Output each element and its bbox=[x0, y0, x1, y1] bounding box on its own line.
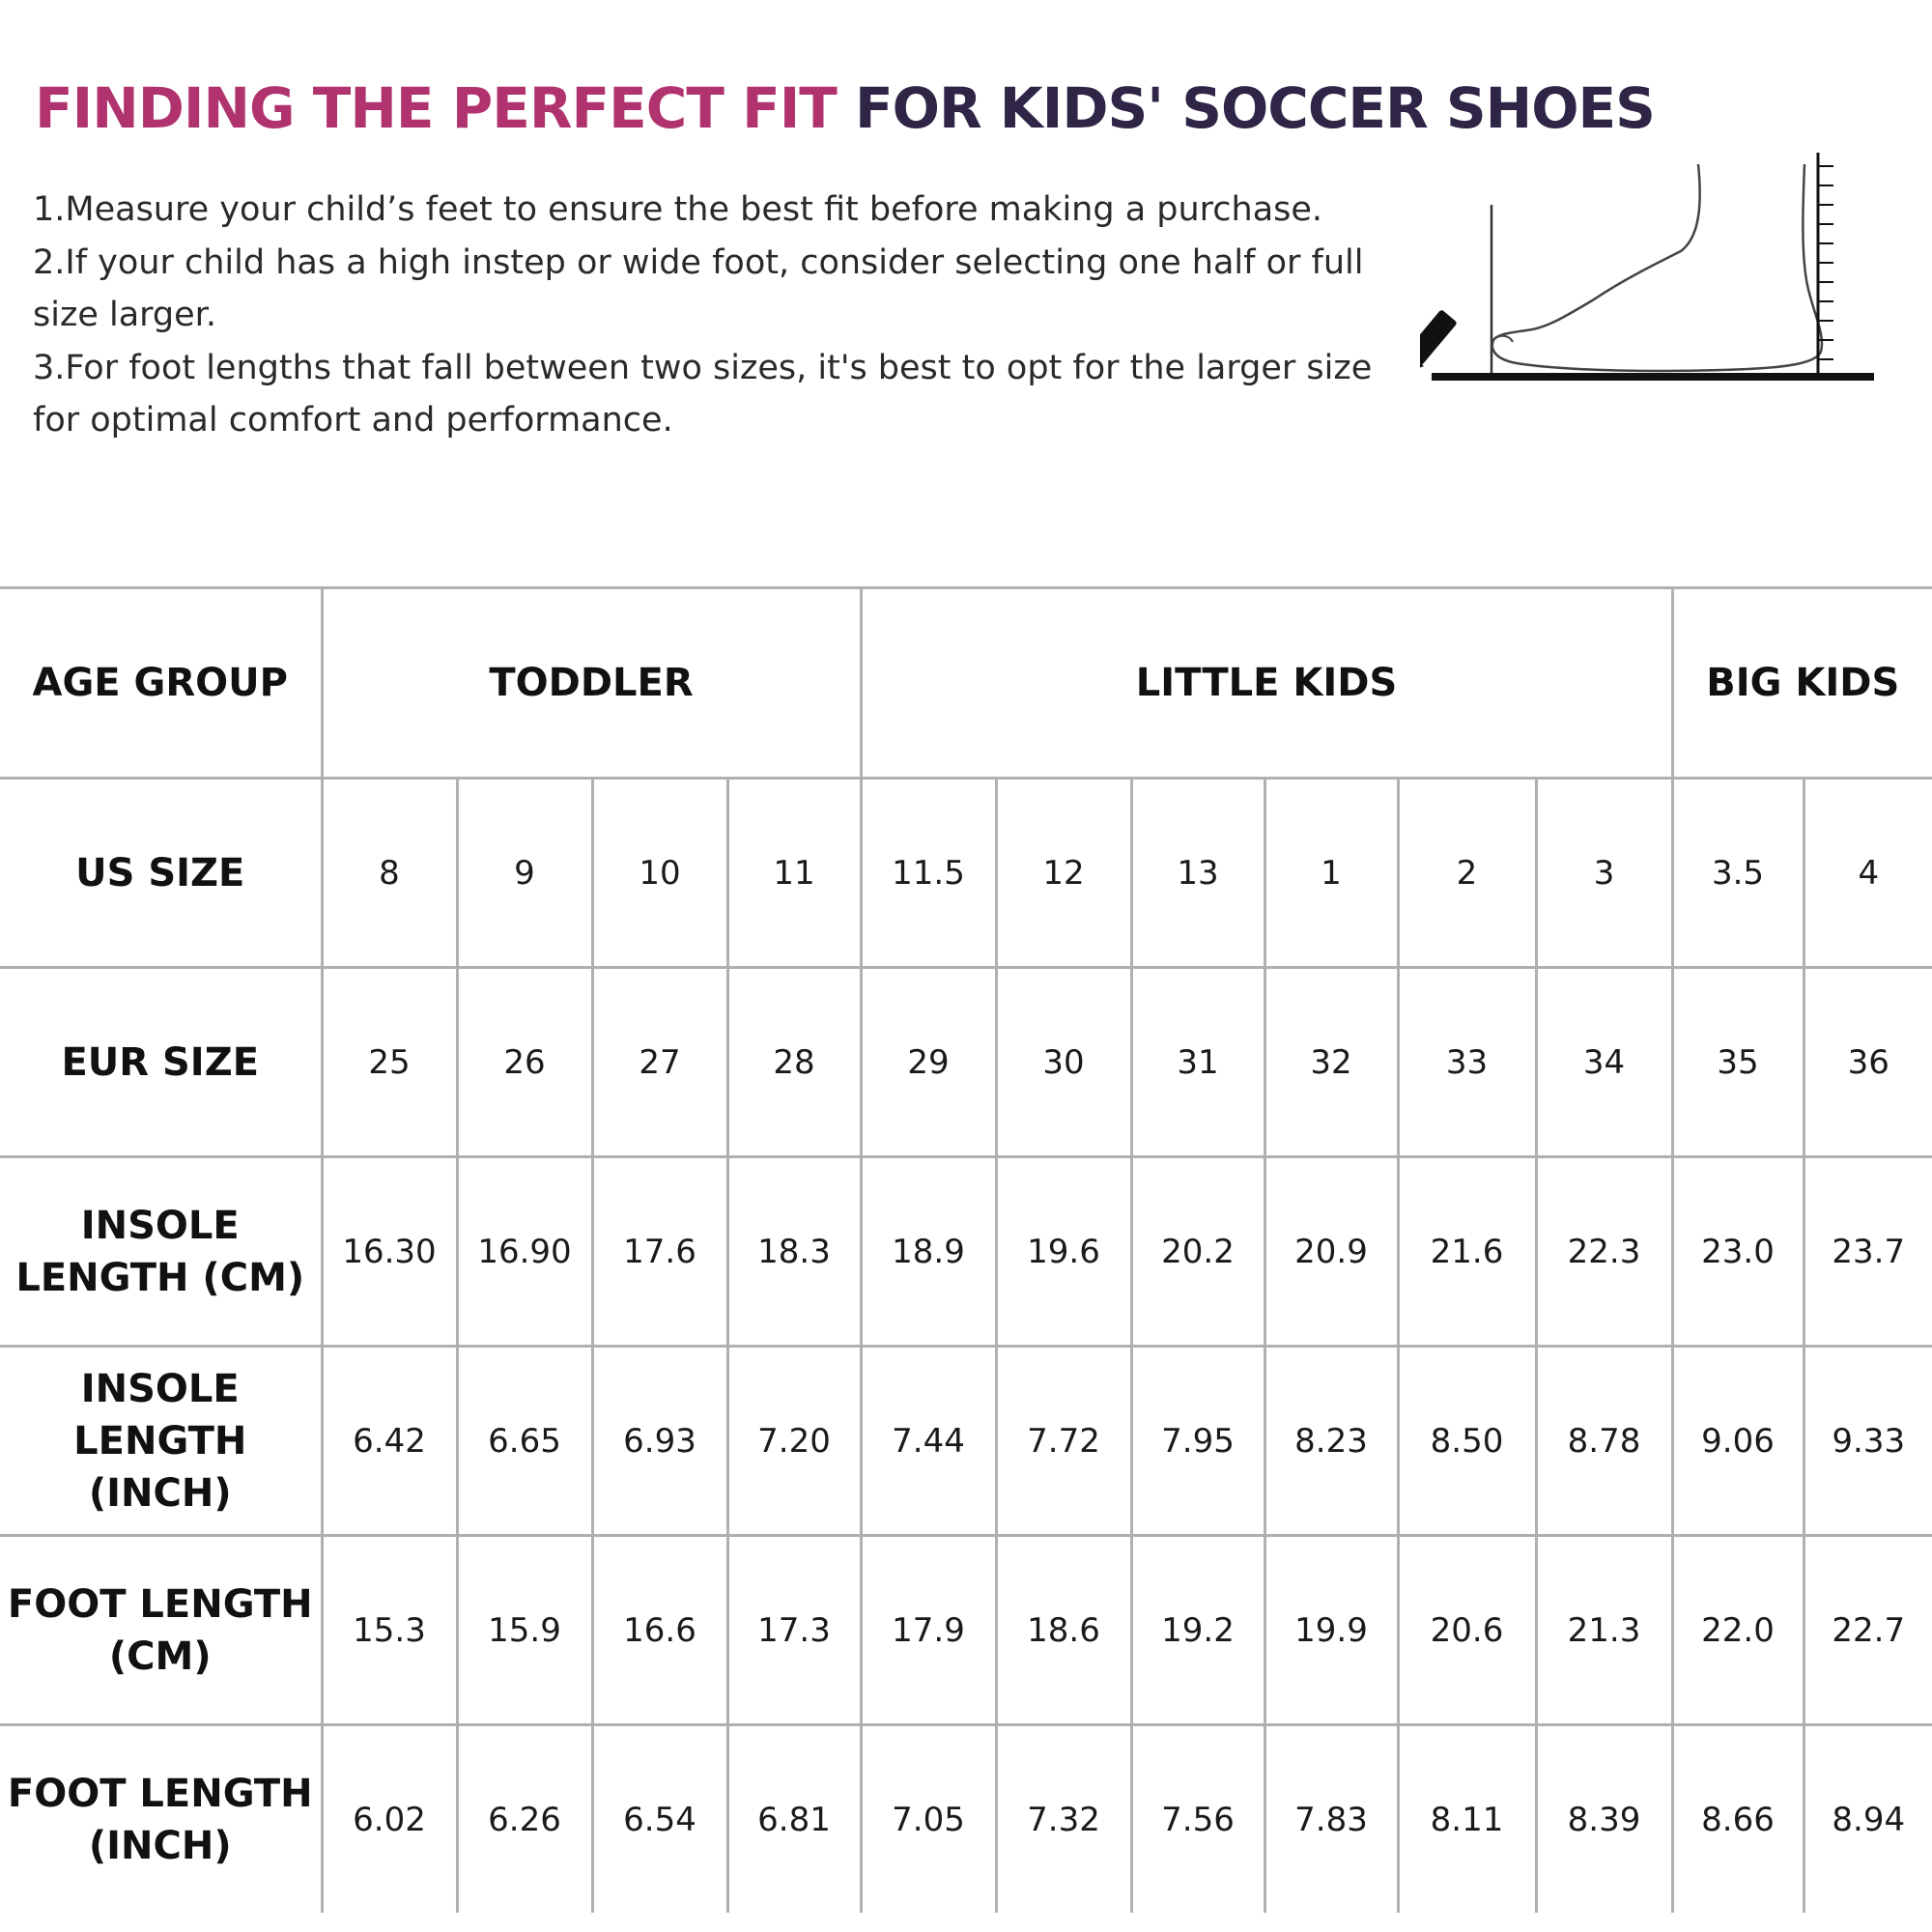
size-cell: 8.23 bbox=[1264, 1347, 1398, 1536]
size-cell: 19.9 bbox=[1264, 1536, 1398, 1725]
size-cell: 1 bbox=[1264, 779, 1398, 968]
size-chart-table bbox=[0, 586, 1932, 1913]
group-little-kids: LITTLE KIDS bbox=[861, 588, 1672, 779]
size-cell: 21.3 bbox=[1536, 1536, 1672, 1725]
size-cell: 6.54 bbox=[592, 1725, 727, 1914]
size-cell: 28 bbox=[727, 968, 861, 1157]
size-cell: 20.9 bbox=[1264, 1157, 1398, 1347]
foot-inch-row bbox=[0, 1725, 1932, 1914]
size-cell: 6.26 bbox=[457, 1725, 592, 1914]
row-header: INSOLE LENGTH (CM) bbox=[0, 1157, 322, 1347]
insole-cm-row bbox=[0, 1157, 1932, 1347]
size-cell: 18.9 bbox=[861, 1157, 996, 1347]
size-cell: 8.66 bbox=[1672, 1725, 1804, 1914]
group-big-kids: BIG KIDS bbox=[1672, 588, 1932, 779]
size-cell: 18.6 bbox=[996, 1536, 1131, 1725]
size-cell: 32 bbox=[1264, 968, 1398, 1157]
instruction-3: 3.For foot lengths that fall between two sizes, it's best to opt for the larger size for optimal comfort and performance. bbox=[33, 348, 1373, 440]
size-cell: 25 bbox=[322, 968, 457, 1157]
size-cell: 7.05 bbox=[861, 1725, 996, 1914]
group-toddler: TODDLER bbox=[322, 588, 861, 779]
row-header: AGE GROUP bbox=[0, 588, 322, 779]
size-cell: 16.6 bbox=[592, 1536, 727, 1725]
eur-size-row bbox=[0, 968, 1932, 1157]
size-cell: 19.6 bbox=[996, 1157, 1131, 1347]
size-cell: 34 bbox=[1536, 968, 1672, 1157]
size-cell: 4 bbox=[1804, 779, 1932, 968]
size-cell: 9.06 bbox=[1672, 1347, 1804, 1536]
size-cell: 7.56 bbox=[1131, 1725, 1264, 1914]
size-cell: 8.78 bbox=[1536, 1347, 1672, 1536]
size-cell: 23.0 bbox=[1672, 1157, 1804, 1347]
size-cell: 6.93 bbox=[592, 1347, 727, 1536]
size-cell: 20.2 bbox=[1131, 1157, 1264, 1347]
size-cell: 11 bbox=[727, 779, 861, 968]
size-cell: 8.39 bbox=[1536, 1725, 1672, 1914]
size-cell: 3 bbox=[1536, 779, 1672, 968]
size-cell: 23.7 bbox=[1804, 1157, 1932, 1347]
size-cell: 16.30 bbox=[322, 1157, 457, 1347]
size-cell: 21.6 bbox=[1398, 1157, 1536, 1347]
size-cell: 9.33 bbox=[1804, 1347, 1932, 1536]
size-cell: 20.6 bbox=[1398, 1536, 1536, 1725]
age-group-row bbox=[0, 588, 1932, 779]
size-cell: 6.42 bbox=[322, 1347, 457, 1536]
size-cell: 13 bbox=[1131, 779, 1264, 968]
size-cell: 3.5 bbox=[1672, 779, 1804, 968]
size-cell: 6.65 bbox=[457, 1347, 592, 1536]
size-cell: 7.44 bbox=[861, 1347, 996, 1536]
size-cell: 8.11 bbox=[1398, 1725, 1536, 1914]
size-cell: 22.7 bbox=[1804, 1536, 1932, 1725]
size-cell: 12 bbox=[996, 779, 1131, 968]
size-cell: 7.83 bbox=[1264, 1725, 1398, 1914]
size-cell: 33 bbox=[1398, 968, 1536, 1157]
instructions bbox=[33, 184, 1385, 447]
size-cell: 29 bbox=[861, 968, 996, 1157]
size-cell: 2 bbox=[1398, 779, 1536, 968]
size-cell: 8 bbox=[322, 779, 457, 968]
row-header: US SIZE bbox=[0, 779, 322, 968]
size-cell: 35 bbox=[1672, 968, 1804, 1157]
size-cell: 19.2 bbox=[1131, 1536, 1264, 1725]
size-cell: 11.5 bbox=[861, 779, 996, 968]
size-cell: 18.3 bbox=[727, 1157, 861, 1347]
size-cell: 7.95 bbox=[1131, 1347, 1264, 1536]
size-cell: 22.3 bbox=[1536, 1157, 1672, 1347]
size-cell: 15.3 bbox=[322, 1536, 457, 1725]
size-cell: 30 bbox=[996, 968, 1131, 1157]
size-cell: 7.72 bbox=[996, 1347, 1131, 1536]
size-cell: 10 bbox=[592, 779, 727, 968]
us-size-row bbox=[0, 779, 1932, 968]
foot-measuring-icon bbox=[1420, 145, 1884, 391]
size-cell: 9 bbox=[457, 779, 592, 968]
size-cell: 7.20 bbox=[727, 1347, 861, 1536]
size-cell: 17.6 bbox=[592, 1157, 727, 1347]
size-cell: 22.0 bbox=[1672, 1536, 1804, 1725]
row-header: INSOLE LENGTH (INCH) bbox=[0, 1347, 322, 1536]
insole-inch-row bbox=[0, 1347, 1932, 1536]
size-cell: 17.9 bbox=[861, 1536, 996, 1725]
size-cell: 8.94 bbox=[1804, 1725, 1932, 1914]
row-header: EUR SIZE bbox=[0, 968, 322, 1157]
size-cell: 15.9 bbox=[457, 1536, 592, 1725]
size-cell: 31 bbox=[1131, 968, 1264, 1157]
title-highlight: FINDING THE PERFECT FIT bbox=[35, 75, 856, 141]
title-rest: FOR KIDS' SOCCER SHOES bbox=[855, 75, 1655, 141]
size-cell: 36 bbox=[1804, 968, 1932, 1157]
size-cell: 17.3 bbox=[727, 1536, 861, 1725]
page-title bbox=[35, 70, 1655, 147]
size-cell: 27 bbox=[592, 968, 727, 1157]
instruction-2: 2.If your child has a high instep or wide foot, consider selecting one half or full size larger. bbox=[33, 242, 1364, 334]
instruction-1: 1.Measure your child’s feet to ensure the best fit before making a purchase. bbox=[33, 190, 1323, 229]
size-cell: 26 bbox=[457, 968, 592, 1157]
foot-cm-row bbox=[0, 1536, 1932, 1725]
size-cell: 6.81 bbox=[727, 1725, 861, 1914]
size-cell: 7.32 bbox=[996, 1725, 1131, 1914]
size-cell: 6.02 bbox=[322, 1725, 457, 1914]
row-header: FOOT LENGTH (INCH) bbox=[0, 1725, 322, 1914]
row-header: FOOT LENGTH (CM) bbox=[0, 1536, 322, 1725]
size-cell: 8.50 bbox=[1398, 1347, 1536, 1536]
size-cell: 16.90 bbox=[457, 1157, 592, 1347]
